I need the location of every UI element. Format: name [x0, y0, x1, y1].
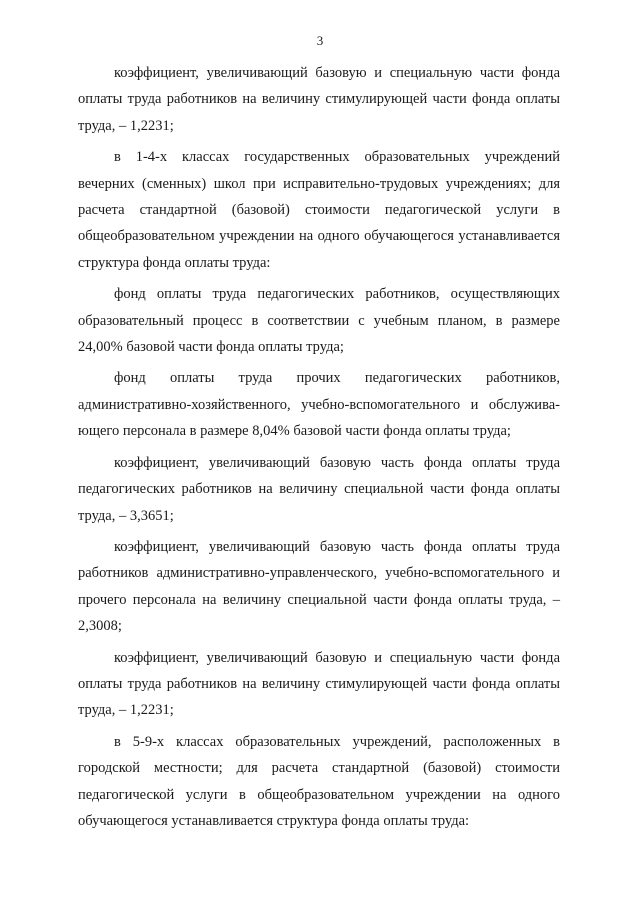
page-number: 3: [316, 33, 324, 48]
paragraph: в 5-9-х классах образовательных учреждений, расположенных в городской местности; для расчета стандартной (базовой) стоимости педагогической услуги в общеобразовательном учреждении на одного обучающегося устанавливается структура фонда оплаты труда:: [78, 733, 560, 829]
paragraph: коэффициент, увеличивающий базовую часть фонда оплаты труда работников административно-управленческого, учебно-вспомогательного и прочего персонала на величину специальной части фонда оплаты труда, – 2,3008;: [78, 538, 560, 635]
paragraph: коэффициент, увеличивающий базовую и специальную части фонда оплаты труда работников на величину стимулирующей части фонда оплаты труда, – 1,2231;: [78, 65, 560, 134]
document-body: [78, 60, 560, 839]
paragraph: коэффициент, увеличивающий базовую часть фонда оплаты труда педагогических работников на величину специальной части фонда оплаты труда, – 3,3651;: [78, 454, 560, 524]
paragraph: коэффициент, увеличивающий базовую и специальную части фонда оплаты труда работников на величину стимулирующей части фонда оплаты труда, – 1,2231;: [78, 649, 560, 719]
paragraph: в 1-4-х классах государственных образовательных учреждений вечерних (сменных) школ при исправительно-трудовых учреждениях; для расчета стандартной (базовой) стоимости педагогической услуги в общеобразовательном учреждении на одного обучающегося устанавливается структура фонда оплаты труда:: [78, 149, 560, 271]
paragraph: фонд оплаты труда педагогических работников, осуществляющих образовательный процесс в соответствии с учебным планом, в размере 24,00% базовой части фонда оплаты труда;: [78, 286, 560, 356]
paragraph: фонд оплаты труда прочих педагогических работников, административно-хозяйственного, учебно-вспомогательного и обслужива-ющего персонала в размере 8,04% базовой части фонда оплаты труда;: [78, 370, 560, 440]
